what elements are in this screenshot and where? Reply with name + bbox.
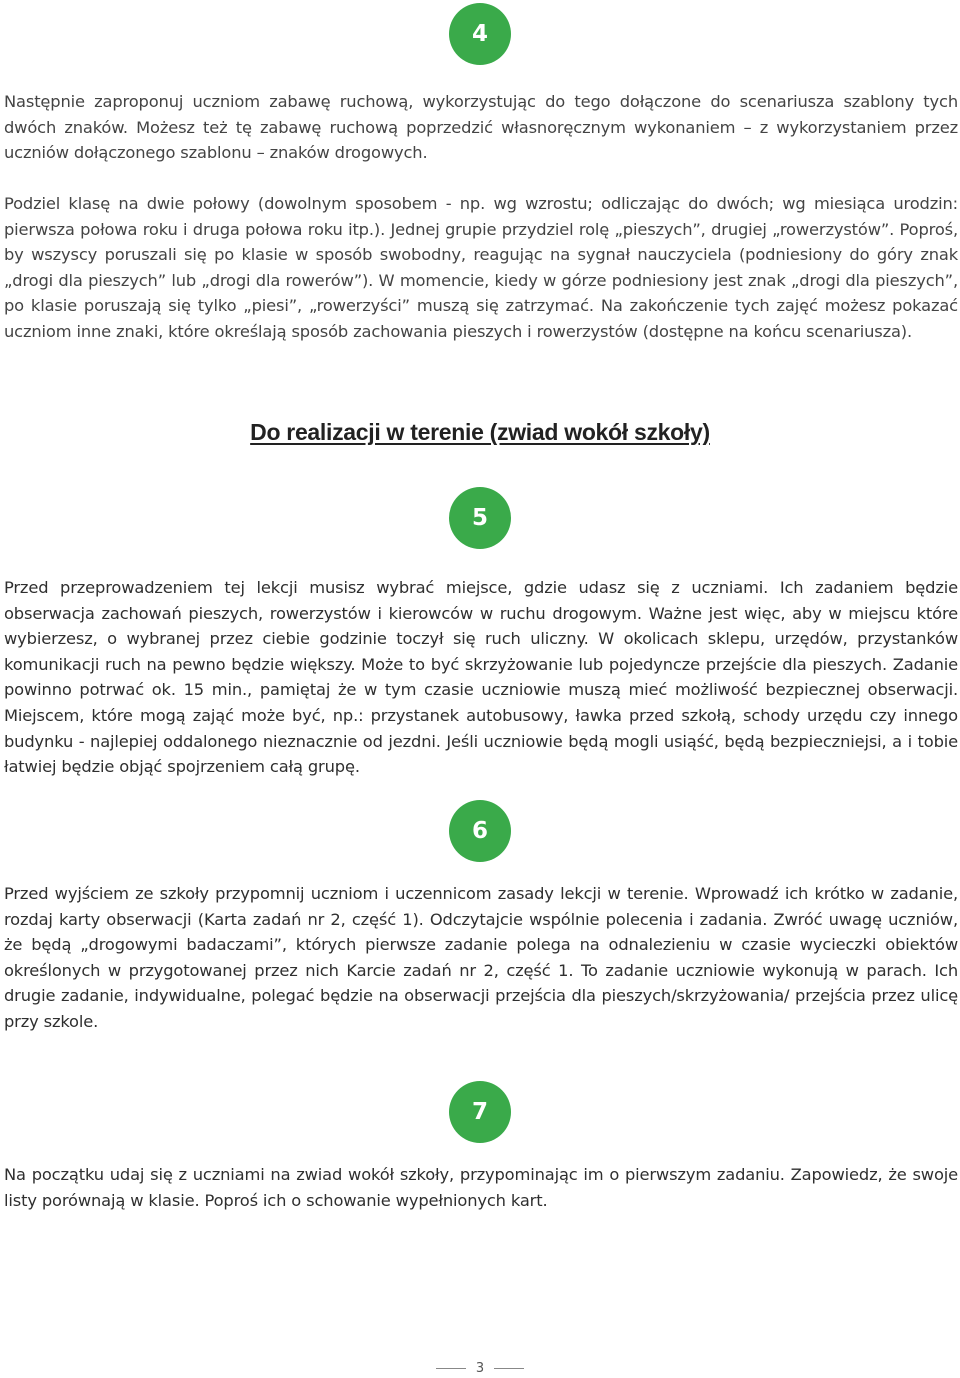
section-7-paragraph-1: Na początku udaj się z uczniami na zwiad wokół szkoły, przypominając im o pierwszym zadaniu. Zapowiedz, że swoje listy porównają w klasie. Poproś ich o schowanie wypełnionych kart. (4, 1165, 958, 1210)
footer-rule-left (436, 1368, 466, 1369)
step-badge-5: 5 (449, 487, 511, 549)
step-badge-6: 6 (449, 800, 511, 862)
section-6-paragraph-1: Przed wyjściem ze szkoły przypomnij uczniom i uczennicom zasady lekcji w terenie. Wprowadź ich krótko w zadanie, rozdaj karty obserwacji (Karta zadań nr 2, część 1). Odczytajcie wspólnie polecenia i zadania. Zwróć uwagę uczniów, że będą „drogowymi badaczami”, których pierwsze zadanie polega na odnalezieniu w czasie wycieczki obiektów określonych w przygotowanej przez nich Karcie zadań nr 2, część 1. To zadanie uczniowie wykonują w parach. Ich drugie zadanie, indywidualne, polegać będzie na obserwacji przejścia dla pieszych/skrzyżowania/ przejścia przez ulicę przy szkole. (4, 884, 958, 1031)
step-badge-4: 4 (449, 3, 511, 65)
footer-rule-right (494, 1368, 524, 1369)
page-number: 3 (475, 1361, 485, 1376)
section-4-paragraph-2: Podziel klasę na dwie połowy (dowolnym sposobem - np. wg wzrostu; odliczając do dwóch; wg miesiąca urodzin: pierwsza połowa roku i druga połowa roku itp.). Jednej grupie przydziel rolę „pieszych”, drugiej „rowerzystów”. Poproś, by wszyscy poruszali się po klasie w sposób swobodny, reagując na sygnał nauczyciela (podniesiony do góry znak „drogi dla pieszych” lub „drogi dla rowerów”). W momencie, kiedy w górze podniesiony jest znak „drogi dla pieszych”, po klasie poruszają się tylko „piesi”, „rowerzyści” muszą się zatrzymać. Na zakończenie tych zajęć możesz pokazać uczniom inne znaki, które określają sposób zachowania pieszych i rowerzystów (dostępne na końcu scenariusza). (4, 194, 958, 341)
section-4-paragraph-1: Następnie zaproponuj uczniom zabawę ruchową, wykorzystując do tego dołączone do scenariusza szablony tych dwóch znaków. Możesz też tę zabawę ruchową poprzedzić własnoręcznym wykonaniem – z wykorzystaniem przez uczniów dołączonego szablonu – znaków drogowych. (4, 92, 958, 163)
section-5-paragraph-1: Przed przeprowadzeniem tej lekcji musisz wybrać miejsce, gdzie udasz się z uczniami. Ich zadaniem będzie obserwacja zachowań pieszych, rowerzystów i kierowców w ruchu drogowym. Ważne jest więc, aby w miejscu które wybierzesz, o wybranej przez ciebie godzinie toczył się ruch uliczny. W okolicach sklepu, urzędów, przystanków komunikacji ruch na pewno będzie większy. Może to być skrzyżowanie lub pojedyncze przejście dla pieszych. Zadanie powinno potrwać ok. 15 min., pamiętaj że w tym czasie uczniowie muszą mieć możliwość bezpiecznej obserwacji. Miejscem, które mogą zająć może być, np.: przystanek autobusowy, ławka przed szkołą, schody urzędu czy innego budynku - najlepiej oddalonego nieznacznie od jezdni. Jeśli uczniowie będą mogli usiąść, będą bezpieczniejsi, a i tobie łatwiej będzie objąć spojrzeniem całą grupę. (4, 578, 958, 777)
step-badge-7: 7 (449, 1081, 511, 1143)
page-footer (0, 1360, 960, 1378)
field-section-heading: Do realizacji w terenie (zwiad wokół szkoły) (250, 419, 710, 445)
